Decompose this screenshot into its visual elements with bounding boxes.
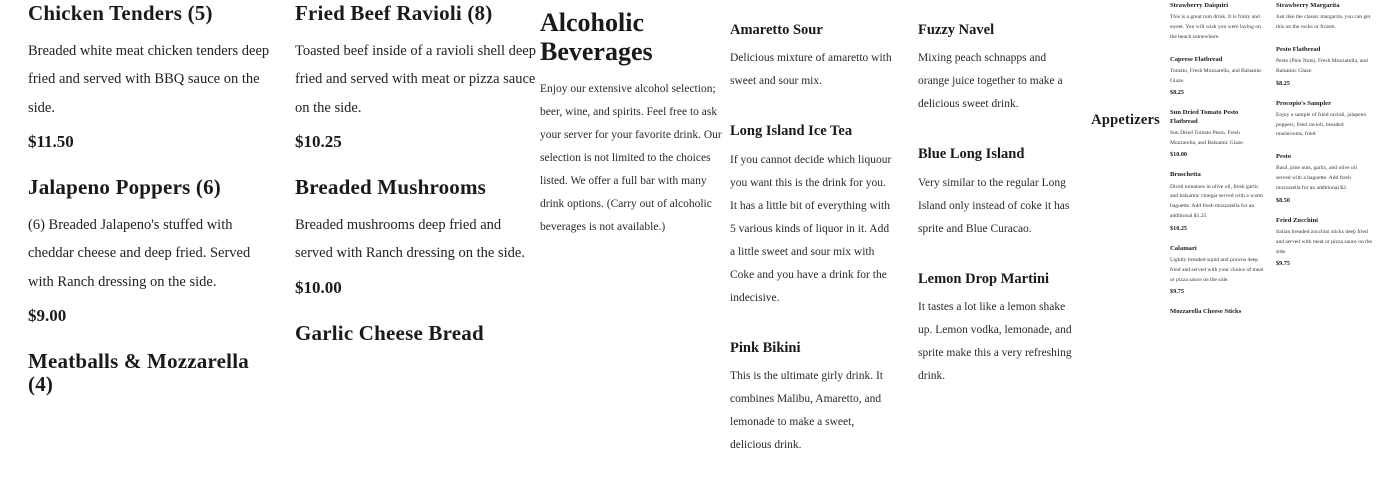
thumbnail-item	[1276, 153, 1372, 204]
item-description: Toasted beef inside of a ravioli shell deep fried and served with meat or pizza sauce on the side.	[295, 43, 536, 116]
item-title: Procopio's Sampler	[1276, 99, 1332, 107]
item-title: Meatballs & Mozzarella (4)	[28, 348, 249, 396]
thumbnail-item	[1170, 2, 1266, 43]
drink-item	[918, 146, 1080, 240]
drink-description: It tastes a lot like a lemon shake up. Lemon vodka, lemonade, and sprite make this a very refreshing drink.	[918, 301, 1072, 383]
menu-column-1	[28, 0, 273, 418]
thumbnail-item	[1170, 308, 1266, 316]
item-price: $8.50	[1276, 196, 1290, 204]
item-title: Jalapeno Poppers (6)	[28, 174, 221, 199]
menu-column-2	[295, 0, 540, 418]
thumbnail-item	[1276, 2, 1372, 33]
section-heading: Alcoholic Beverages	[540, 8, 653, 67]
item-title: Strawberry Daiquiri	[1170, 2, 1229, 9]
item-description: Basil, pine nuts, garlic, and olive oil served with a baguette. Add fresh mozzarella for an additional $2.	[1276, 165, 1357, 191]
item-title: Strawberry Margarita	[1276, 2, 1340, 9]
item-title: Bruschetta	[1170, 171, 1201, 179]
drink-description: Very similar to the regular Long Island only instead of coke it has sprite and Blue Curacao.	[918, 176, 1070, 235]
item-price: $11.50	[28, 131, 74, 151]
thumbnail-item	[1170, 109, 1266, 158]
item-title: Pesto	[1276, 153, 1292, 161]
item-description: Pesto (Pine Nuts), Fresh Mozzarella, and Balsamic Glaze.	[1276, 58, 1368, 74]
section-body: Enjoy our extensive alcohol selection; beer, wine, and spirits. Feel free to ask your server for your favorite drink. Our selection is not limited to the choices listed. We offer a full bar with many drink options. (Carry out of alcoholic beverages is not available.)	[540, 83, 722, 234]
item-price: $10.00	[1170, 151, 1188, 159]
thumbnail-column-1	[1170, 2, 1266, 330]
drink-item	[730, 340, 892, 457]
item-description: Diced tomatoes in olive oil, fresh garlic and balsamic vinegar served with a warm baguette. Add fresh mozzarella for an additional $1.25	[1170, 183, 1263, 219]
item-title: Chicken Tenders (5)	[28, 1, 213, 25]
appetizers-section-label: Appetizers	[1091, 112, 1160, 128]
item-description: Breaded white meat chicken tenders deep fried and served with BBQ sauce on the side.	[28, 43, 270, 116]
item-description: Tomato, Fresh Mozzarella, and Balsamic Glaze.	[1170, 67, 1262, 84]
item-description: Lightly breaded squid and prawns deep fried and served with your choice of meat or pizza sauce on the side.	[1170, 257, 1264, 283]
drink-description: Mixing peach schnapps and orange juice together to make a delicious sweet drink.	[918, 52, 1063, 111]
menu-item	[295, 0, 540, 152]
menu-item	[28, 348, 273, 396]
drink-name: Long Island Ice Tea	[730, 123, 853, 140]
thumbnail-item	[1276, 46, 1372, 87]
item-title: Caprese Flatbread	[1170, 55, 1223, 63]
item-description: Italian breaded zucchini sticks deep fried and served with meat or pizza sauce on the side.	[1276, 228, 1372, 255]
thumbnail-column-2	[1276, 2, 1372, 330]
item-price: $10.25	[295, 131, 342, 151]
drink-column-2	[918, 22, 1080, 487]
drink-name: Fuzzy Navel	[918, 22, 995, 38]
thumbnail-item	[1276, 100, 1372, 141]
drink-description: If you cannot decide which liquour you want this is the drink for you. It has a little bit of everything with 5 various kinds of liquor in it. Add a little sweet and sour mix with Coke and you have a drink for the indecisive.	[730, 153, 892, 304]
drink-item	[730, 22, 892, 93]
item-description: Sun Dried Tomato Pesto, Fresh Mozzarella, and Balsamic Glaze.	[1170, 129, 1245, 146]
drink-name: Lemon Drop Martini	[918, 270, 1050, 287]
item-title: Fried Zucchini	[1276, 216, 1318, 224]
item-description: This is a great rum drink. It is fruity and sweet. You will wish you were laying on the beach somewhere.	[1170, 14, 1261, 40]
item-description: Just like the classic margarita, you can get this on the rocks or frozen.	[1276, 14, 1371, 31]
menu-item	[295, 320, 540, 345]
item-title: Calamari	[1170, 244, 1197, 252]
drink-item	[730, 123, 892, 309]
thumbnail-item	[1276, 217, 1372, 268]
thumbnail-item	[1170, 56, 1266, 97]
thumbnail-item	[1170, 245, 1266, 296]
item-title: Breaded Mushrooms	[295, 174, 487, 199]
item-title: Garlic Cheese Bread	[295, 320, 484, 345]
item-price: $8.25	[1170, 89, 1184, 97]
item-price: $9.75	[1276, 260, 1290, 268]
item-description: Enjoy a sample of fried ravioli, jalapeno poppers, fried ravioli, breaded mushrooms, fried	[1276, 111, 1367, 138]
menu-item	[28, 0, 273, 152]
item-price: $8.25	[1276, 79, 1290, 87]
drink-column-1	[730, 22, 892, 487]
item-title: Pesto Flatbread	[1276, 45, 1321, 53]
item-price: $10.25	[1170, 224, 1188, 232]
drink-name: Blue Long Island	[918, 146, 1025, 163]
item-title: Fried Beef Ravioli (8)	[295, 1, 493, 25]
item-title: Sun Dried Tomato Pesto Flatbread	[1170, 109, 1239, 125]
menu-item	[28, 174, 273, 326]
drink-name: Amaretto Sour	[730, 22, 823, 38]
drink-item	[918, 22, 1080, 116]
drink-name: Pink Bikini	[730, 339, 801, 356]
item-price: $10.00	[295, 277, 342, 297]
drink-item	[918, 271, 1080, 388]
drink-description: This is the ultimate girly drink. It combines Malibu, Amaretto, and lemonade to make a sweet, delicious drink.	[730, 370, 883, 452]
item-price: $9.00	[28, 305, 67, 325]
item-price: $9.75	[1170, 288, 1184, 296]
alcoholic-beverages-section	[540, 0, 730, 239]
menu-item	[295, 174, 540, 298]
drink-listing	[730, 0, 1080, 487]
thumbnail-item	[1170, 171, 1266, 231]
item-description: (6) Breaded Jalapeno's stuffed with cheddar cheese and deep fried. Served with Ranch dressing on the side.	[28, 216, 251, 290]
item-description: Breaded mushrooms deep fried and served with Ranch dressing on the side.	[295, 216, 525, 262]
item-title: Mozzarella Cheese Sticks	[1170, 308, 1242, 316]
appetizer-large-listing	[0, 0, 540, 418]
thumbnail-menu-grid	[1170, 0, 1400, 330]
drink-description: Delicious mixture of amaretto with sweet and sour mix.	[730, 52, 892, 88]
